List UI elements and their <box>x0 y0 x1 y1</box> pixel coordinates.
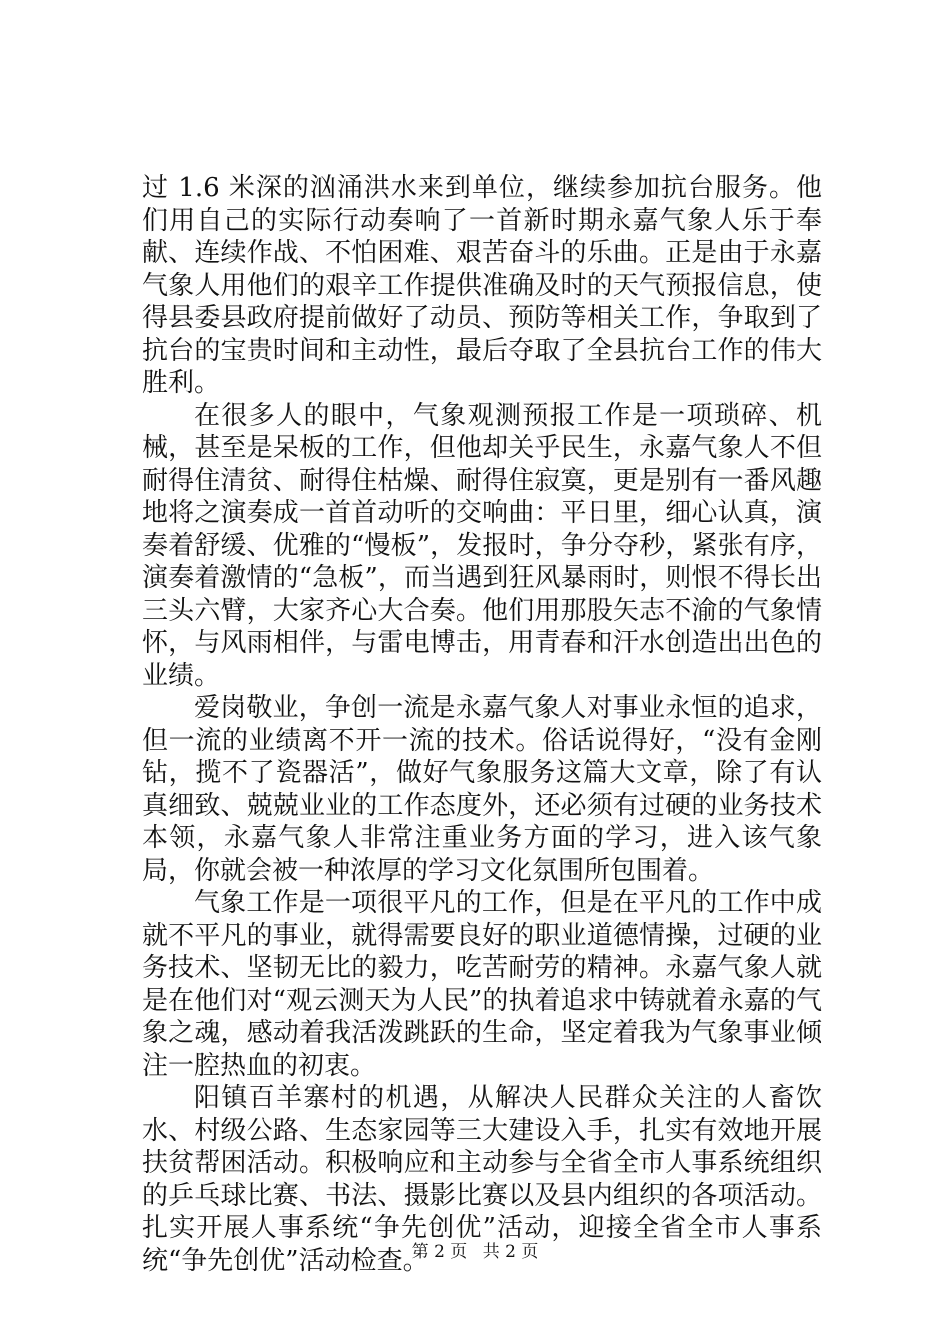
paragraph-2: 在很多人的眼中，气象观测预报工作是一项琐碎、机械，甚至是呆板的工作，但他却关乎民生，永嘉气象人不但耐得住清贫、耐得住枯燥、耐得住寂寞，更是别有一番风趣地将之演奏成一首首动听的交响曲：平日里，细心认真，演奏着舒缓、优雅的“慢板”，发报时，争分夺秒，紧张有序，演奏着激情的“急板”，而当遇到狂风暴雨时，则恨不得长出三头六臂，大家齐心大合奏。他们用那股矢志不渝的气象情怀，与风雨相伴，与雷电博击，用青春和汗水创造出出色的业绩。 <box>142 400 822 691</box>
page-total: 共 2 页 <box>482 1242 539 1262</box>
paragraph-4: 气象工作是一项很平凡的工作，但是在平凡的工作中成就不平凡的事业，就得需要良好的职业道德情操，过硬的业务技术、坚韧无比的毅力，吃苦耐劳的精神。永嘉气象人就是在他们对“观云测天为人民”的执着追求中铸就着永嘉的气象之魂，感动着我活泼跳跃的生命，坚定着我为气象事业倾注一腔热血的初衷。 <box>142 888 822 1081</box>
document-body <box>142 172 822 1277</box>
paragraph-5: 阳镇百羊寨村的机遇，从解决人民群众关注的人畜饮水、村级公路、生态家园等三大建设入手，扎实有效地开展扶贫帮困活动。积极响应和主动参与全省全市人事系统组织的乒乓球比赛、书法、摄影比赛以及县内组织的各项活动。扎实开展人事系统“争先创优”活动，迎接全省全市人事系统“争先创优”活动检查。 <box>142 1083 822 1276</box>
page-number: 第 2 页 <box>411 1242 468 1262</box>
paragraph-1: 过 1.6 米深的汹涌洪水来到单位，继续参加抗台服务。他们用自己的实际行动奏响了一首新时期永嘉气象人乐于奉献、连续作战、不怕困难、艰苦奋斗的乐曲。正是由于永嘉气象人用他们的艰辛工作提供准确及时的天气预报信息，使得县委县政府提前做好了动员、预防等相关工作，争取到了抗台的宝贵时间和主动性，最后夺取了全县抗台工作的伟大胜利。 <box>142 173 822 398</box>
page-footer <box>0 1240 950 1264</box>
paragraph-3: 爱岗敬业，争创一流是永嘉气象人对事业永恒的追求，但一流的业绩离不开一流的技术。俗话说得好，“没有金刚钻，揽不了瓷器活”，做好气象服务这篇大文章，除了有认真细致、兢兢业业的工作态度外，还必须有过硬的业务技术本领，永嘉气象人非常注重业务方面的学习，进入该气象局，你就会被一种浓厚的学习文化氛围所包围着。 <box>142 693 822 886</box>
